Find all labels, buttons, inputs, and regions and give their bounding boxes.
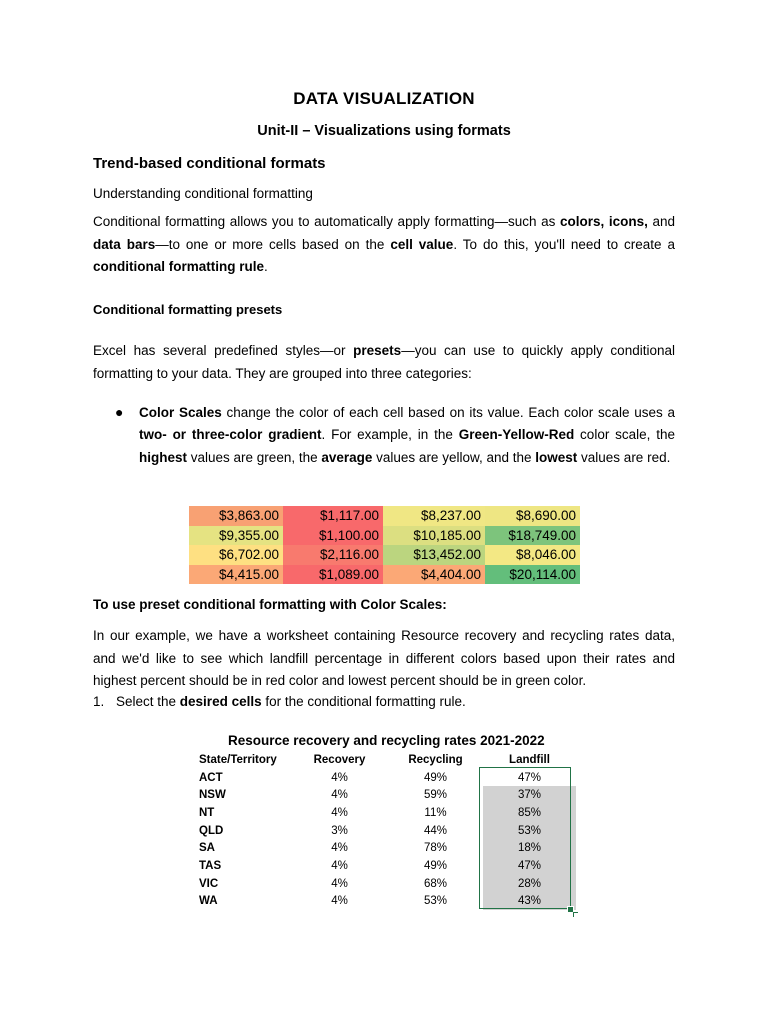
recycling-cell: 59%: [423, 789, 448, 802]
color-scale-cell: $4,415.00: [189, 565, 283, 585]
landfill-cell[interactable]: 28%: [483, 875, 576, 893]
recovery-cell: 4%: [331, 771, 348, 784]
landfill-cell[interactable]: 43%: [483, 893, 576, 911]
section-heading: Trend-based conditional formats: [93, 155, 326, 172]
recycling-cell: 44%: [423, 824, 448, 837]
header-landfill: Landfill: [509, 753, 550, 766]
paragraph-presets: Excel has several predefined styles—or presets—you can use to quickly apply conditional formatting to your data. They are grouped into three categories:: [93, 343, 675, 381]
state-cell: QLD: [199, 824, 224, 837]
table-row: [189, 565, 580, 585]
resource-table: [199, 751, 576, 910]
state-cell: WA: [199, 895, 218, 908]
recovery-cell: 4%: [331, 859, 348, 872]
landfill-cell[interactable]: 37%: [483, 786, 576, 804]
header-recycling: Recycling: [408, 753, 463, 766]
quick-analysis-icon[interactable]: [573, 912, 578, 917]
table-row: [199, 804, 576, 822]
color-scale-table: [189, 506, 580, 584]
landfill-cell[interactable]: 85%: [483, 804, 576, 822]
color-scale-cell: $20,114.00: [485, 565, 580, 585]
color-scale-cell: $9,355.00: [189, 526, 283, 546]
step-number: 1.: [93, 694, 105, 709]
color-scale-cell: $1,089.00: [283, 565, 383, 585]
table-header-row: [199, 751, 576, 769]
landfill-cell[interactable]: 47%: [483, 857, 576, 875]
how-to-heading: To use preset conditional formatting with Color Scales:: [93, 597, 447, 612]
color-scale-cell: $3,863.00: [189, 506, 283, 526]
state-cell: NSW: [199, 789, 226, 802]
table-row: [199, 857, 576, 875]
document-title: DATA VISUALIZATION: [293, 89, 475, 108]
recycling-cell: 49%: [423, 771, 448, 784]
table-row: [189, 506, 580, 526]
landfill-cell[interactable]: 18%: [483, 839, 576, 857]
state-cell: NT: [199, 806, 215, 819]
resource-table-title: Resource recovery and recycling rates 2021-2022: [228, 733, 545, 748]
color-scale-cell: $13,452.00: [383, 545, 485, 565]
table-row: [199, 839, 576, 857]
color-scale-cell: $8,690.00: [485, 506, 580, 526]
recycling-cell: 49%: [423, 859, 448, 872]
state-cell: VIC: [199, 877, 219, 890]
paragraph-conditional-formatting: Conditional formatting allows you to automatically apply formatting—such as colors, icons, and data bars—to one or more cells based on the cell value. To do this, you'll need to create a conditional formatting rule.: [93, 214, 675, 274]
recovery-cell: 4%: [331, 842, 348, 855]
recycling-cell: 11%: [424, 806, 447, 819]
table-row: [199, 822, 576, 840]
state-cell: TAS: [199, 859, 222, 872]
header-recovery: Recovery: [313, 753, 366, 766]
table-row: [189, 545, 580, 565]
color-scale-cell: $8,046.00: [485, 545, 580, 565]
color-scale-cell: $1,100.00: [283, 526, 383, 546]
table-row: [199, 893, 576, 911]
color-scale-cell: $2,116.00: [283, 545, 383, 565]
table-row: [199, 875, 576, 893]
recovery-cell: 3%: [331, 824, 348, 837]
color-scale-cell: $1,117.00: [283, 506, 383, 526]
presets-heading: Conditional formatting presets: [93, 302, 283, 317]
table-row: [199, 786, 576, 804]
color-scale-cell: $6,702.00: [189, 545, 283, 565]
state-cell: SA: [199, 842, 215, 855]
table-row: [189, 526, 580, 546]
recycling-cell: 53%: [423, 895, 448, 908]
recovery-cell: 4%: [331, 895, 348, 908]
recovery-cell: 4%: [331, 789, 348, 802]
color-scale-cell: $8,237.00: [383, 506, 485, 526]
recycling-cell: 68%: [423, 877, 448, 890]
header-state: State/Territory: [199, 753, 277, 766]
paragraph-example: In our example, we have a worksheet containing Resource recovery and recycling rates data, and we'd like to see which landfill percentage in different colors based upon their rates and highest percent should be in red color and lowest percent should be in green color.: [93, 628, 675, 688]
bullet-icon: ●: [115, 404, 124, 420]
recycling-cell: 78%: [423, 842, 448, 855]
color-scale-cell: $4,404.00: [383, 565, 485, 585]
intro-line: Understanding conditional formatting: [93, 186, 313, 201]
table-row: [199, 769, 576, 787]
landfill-cell[interactable]: 53%: [483, 822, 576, 840]
color-scale-cell: $10,185.00: [383, 526, 485, 546]
bullet-color-scales: Color Scales change the color of each cell based on its value. Each color scale uses a two- or three-color gradient. For example, in the Green-Yellow-Red color scale, the highest values are green, the average values are yellow, and the lowest values are red.: [139, 405, 676, 465]
color-scale-cell: $18,749.00: [485, 526, 580, 546]
recovery-cell: 4%: [331, 877, 348, 890]
recovery-cell: 4%: [331, 806, 348, 819]
step-text: Select the desired cells for the conditional formatting rule.: [116, 694, 466, 709]
landfill-cell[interactable]: 47%: [483, 769, 576, 787]
unit-subtitle: Unit-II – Visualizations using formats: [257, 123, 511, 139]
state-cell: ACT: [199, 771, 223, 784]
